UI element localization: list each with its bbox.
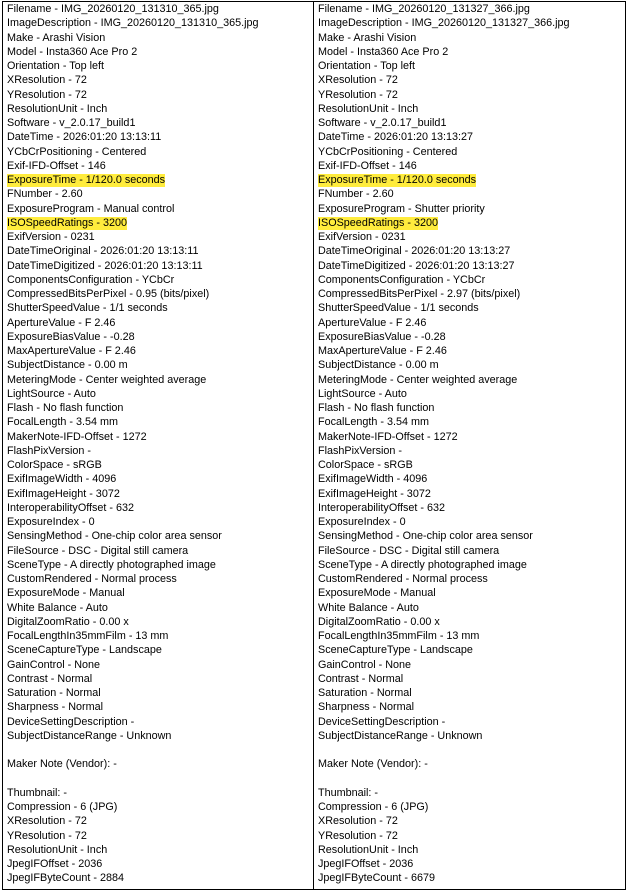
metadata-line [7, 544, 313, 558]
metadata-line [318, 415, 625, 429]
metadata-line [318, 59, 625, 73]
metadata-line-text: FlashPixVersion - [7, 444, 92, 457]
metadata-line [318, 130, 625, 144]
metadata-line-text: MeteringMode - Center weighted average [318, 373, 518, 386]
metadata-line [7, 202, 313, 216]
metadata-line-text: ShutterSpeedValue - 1/1 seconds [7, 302, 168, 315]
metadata-line-text: DateTimeOriginal - 2026:01:20 13:13:27 [318, 245, 511, 258]
metadata-line-text: FocalLengthIn35mmFilm - 13 mm [318, 630, 480, 642]
metadata-line [7, 387, 313, 401]
metadata-line [318, 843, 625, 857]
metadata-line [318, 373, 625, 387]
metadata-line-text: DateTimeDigitized - 2026:01:20 13:13:11 [7, 259, 203, 272]
metadata-line-text: ExposureMode - Manual [7, 587, 125, 600]
metadata-line-text: Thumbnail: - [318, 786, 379, 799]
metadata-line [318, 401, 625, 415]
metadata-line [7, 230, 313, 244]
metadata-line-text: CustomRendered - Normal process [7, 573, 177, 585]
metadata-line [318, 743, 625, 757]
metadata-line-text: DeviceSettingDescription - [318, 715, 446, 728]
metadata-line [318, 73, 625, 87]
metadata-line [318, 615, 625, 629]
highlighted-metadata-line [7, 216, 313, 230]
metadata-line [7, 145, 313, 159]
metadata-line [7, 2, 313, 16]
metadata-line [7, 301, 313, 315]
metadata-line-text: Maker Note (Vendor): - [7, 758, 117, 771]
metadata-line [318, 871, 625, 885]
metadata-line [7, 159, 313, 173]
metadata-line [7, 430, 313, 444]
metadata-line [7, 786, 313, 800]
metadata-line [7, 857, 313, 871]
metadata-line [318, 287, 625, 301]
metadata-line-text: Maker Note (Vendor): - [318, 758, 428, 771]
metadata-line [318, 301, 625, 315]
metadata-line-text: ExposureProgram - Manual control [7, 202, 175, 215]
metadata-line-text: SubjectDistanceRange - Unknown [7, 729, 172, 742]
metadata-line-text: GainControl - None [318, 658, 412, 671]
metadata-line-text: FlashPixVersion - [318, 444, 403, 457]
metadata-line-text: YResolution - 72 [318, 88, 398, 101]
metadata-line [318, 800, 625, 814]
metadata-line-text: Model - Insta360 Ace Pro 2 [318, 45, 449, 58]
metadata-line [318, 629, 625, 643]
metadata-line-text: SceneCaptureType - Landscape [318, 644, 473, 657]
metadata-line-text: DateTime - 2026:01:20 13:13:11 [7, 131, 162, 144]
metadata-line [7, 529, 313, 543]
metadata-line-text: Thumbnail: - [7, 786, 68, 799]
metadata-line-text: SubjectDistance - 0.00 m [7, 359, 128, 372]
metadata-line-text: Orientation - Top left [318, 60, 416, 72]
metadata-line-text: ExifVersion - 0231 [318, 231, 406, 243]
metadata-line-text: ExifImageHeight - 3072 [318, 487, 431, 500]
metadata-line [7, 729, 313, 743]
metadata-line-text: ExposureMode - Manual [318, 587, 436, 600]
metadata-line [7, 643, 313, 657]
metadata-line-text: MakerNote-IFD-Offset - 1272 [318, 430, 458, 443]
highlighted-metadata-line [318, 173, 625, 187]
metadata-line [7, 515, 313, 529]
metadata-line-text: ExifImageHeight - 3072 [7, 487, 120, 500]
metadata-line [7, 358, 313, 372]
metadata-line-text: FNumber - 2.60 [7, 188, 83, 201]
metadata-line [318, 102, 625, 116]
metadata-line [7, 444, 313, 458]
metadata-line [318, 430, 625, 444]
metadata-line [318, 88, 625, 102]
metadata-line [318, 501, 625, 515]
metadata-line [7, 629, 313, 643]
metadata-line-text: ImageDescription - IMG_20260120_131310_365.jpg [7, 17, 259, 30]
metadata-line-text: Compression - 6 (JPG) [318, 801, 429, 813]
metadata-line [7, 814, 313, 828]
exif-comparison-table [2, 1, 626, 890]
metadata-line-text: MaxApertureValue - F 2.46 [7, 345, 136, 357]
metadata-line [318, 586, 625, 600]
metadata-line [7, 501, 313, 515]
metadata-line-text: SceneCaptureType - Landscape [7, 644, 162, 657]
metadata-line-text: ExifVersion - 0231 [7, 231, 95, 243]
metadata-line [7, 187, 313, 201]
metadata-line [318, 16, 625, 30]
metadata-line [318, 259, 625, 273]
metadata-line-text: CompressedBitsPerPixel - 2.97 (bits/pixel) [318, 288, 521, 300]
metadata-line-text: YResolution - 72 [318, 829, 398, 842]
metadata-line-text: Model - Insta360 Ace Pro 2 [7, 45, 138, 58]
metadata-line [7, 259, 313, 273]
metadata-line [318, 273, 625, 287]
metadata-line-text: ColorSpace - sRGB [318, 459, 413, 471]
metadata-line [7, 88, 313, 102]
metadata-line-text: Sharpness - Normal [7, 701, 104, 714]
metadata-line-text: Flash - No flash function [7, 402, 124, 414]
metadata-line [7, 287, 313, 301]
metadata-line [7, 458, 313, 472]
metadata-line [7, 273, 313, 287]
metadata-line [7, 116, 313, 130]
metadata-line-text: Contrast - Normal [318, 672, 404, 685]
metadata-line-text: ApertureValue - F 2.46 [318, 316, 427, 329]
metadata-line [7, 772, 313, 786]
metadata-line [7, 686, 313, 700]
metadata-line-text: ImageDescription - IMG_20260120_131327_366.jpg [318, 17, 570, 30]
metadata-line [7, 73, 313, 87]
metadata-line-text: Exif-IFD-Offset - 146 [318, 159, 417, 172]
metadata-line-text: ApertureValue - F 2.46 [7, 316, 116, 329]
metadata-line-text: ComponentsConfiguration - YCbCr [318, 273, 486, 286]
metadata-line [318, 472, 625, 486]
metadata-line-text: Flash - No flash function [318, 402, 435, 414]
metadata-line [7, 601, 313, 615]
metadata-line-text: Make - Arashi Vision [7, 31, 106, 44]
metadata-line-text: DigitalZoomRatio - 0.00 x [7, 615, 129, 628]
metadata-line [7, 244, 313, 258]
metadata-line [318, 572, 625, 586]
metadata-line-text: ISOSpeedRatings - 3200 [318, 216, 439, 229]
metadata-line-text: ExposureIndex - 0 [7, 516, 95, 528]
metadata-line-text: ExposureProgram - Shutter priority [318, 202, 485, 215]
metadata-line [318, 2, 625, 16]
metadata-line-text: LightSource - Auto [7, 387, 96, 400]
metadata-line-text: Software - v_2.0.17_build1 [318, 117, 447, 129]
metadata-line [7, 102, 313, 116]
metadata-line [318, 458, 625, 472]
metadata-line [318, 772, 625, 786]
metadata-line-text: YCbCrPositioning - Centered [7, 145, 147, 158]
metadata-line [318, 857, 625, 871]
metadata-line-text: SceneType - A directly photographed image [7, 558, 216, 571]
metadata-line [318, 786, 625, 800]
metadata-line [318, 31, 625, 45]
metadata-line-text: ResolutionUnit - Inch [7, 102, 108, 115]
metadata-line [7, 130, 313, 144]
metadata-line-text: Filename - IMG_20260120_131310_365.jpg [7, 3, 219, 15]
metadata-line-text: ResolutionUnit - Inch [318, 102, 419, 115]
metadata-line [7, 700, 313, 714]
metadata-line-text: ExposureTime - 1/120.0 seconds [318, 174, 477, 186]
metadata-line-text: Software - v_2.0.17_build1 [7, 117, 136, 129]
metadata-line [7, 316, 313, 330]
metadata-line-text: ExifImageWidth - 4096 [7, 473, 117, 486]
metadata-line [318, 529, 625, 543]
metadata-line-text: ExposureBiasValue - -0.28 [7, 330, 135, 343]
metadata-line-text: XResolution - 72 [318, 815, 398, 828]
right-image-metadata-column [314, 2, 625, 889]
metadata-line [318, 658, 625, 672]
metadata-line-text: DigitalZoomRatio - 0.00 x [318, 615, 440, 628]
metadata-line [7, 558, 313, 572]
metadata-line [7, 487, 313, 501]
metadata-line-text: White Balance - Auto [7, 601, 108, 614]
metadata-line [318, 344, 625, 358]
metadata-line [7, 330, 313, 344]
metadata-line [318, 116, 625, 130]
metadata-line [7, 45, 313, 59]
metadata-line-text: ShutterSpeedValue - 1/1 seconds [318, 302, 479, 315]
metadata-line [318, 387, 625, 401]
metadata-line-text: ColorSpace - sRGB [7, 459, 102, 471]
metadata-line [7, 757, 313, 771]
metadata-line [7, 472, 313, 486]
metadata-line [7, 344, 313, 358]
metadata-line [7, 31, 313, 45]
metadata-line [7, 829, 313, 843]
metadata-line-text: SubjectDistanceRange - Unknown [318, 729, 483, 742]
metadata-line [318, 202, 625, 216]
metadata-line-text: ISOSpeedRatings - 3200 [7, 216, 128, 229]
metadata-line [7, 843, 313, 857]
metadata-line-text: SensingMethod - One-chip color area sensor [318, 530, 533, 543]
metadata-line [7, 401, 313, 415]
metadata-line [318, 601, 625, 615]
metadata-line [318, 643, 625, 657]
metadata-line-text: Saturation - Normal [318, 687, 412, 699]
metadata-line [318, 45, 625, 59]
metadata-line-text: YResolution - 72 [7, 829, 87, 842]
metadata-line-text: SubjectDistance - 0.00 m [318, 359, 439, 372]
metadata-line-text: DateTimeOriginal - 2026:01:20 13:13:11 [7, 245, 199, 258]
metadata-line-text: FocalLength - 3.54 mm [318, 416, 430, 429]
metadata-line [318, 316, 625, 330]
metadata-line-text: CompressedBitsPerPixel - 0.95 (bits/pixel) [7, 288, 210, 300]
highlighted-metadata-line [318, 216, 625, 230]
metadata-line-text: ExposureTime - 1/120.0 seconds [7, 174, 166, 186]
metadata-line-text: ExposureBiasValue - -0.28 [318, 330, 446, 343]
metadata-line-text: Exif-IFD-Offset - 146 [7, 159, 106, 172]
metadata-line-text: InteroperabilityOffset - 632 [7, 501, 135, 514]
metadata-line-text: Filename - IMG_20260120_131327_366.jpg [318, 3, 530, 15]
metadata-line-text: XResolution - 72 [7, 815, 87, 828]
metadata-line-text: FNumber - 2.60 [318, 188, 394, 201]
metadata-line [318, 187, 625, 201]
metadata-line-text: JpegIFOffset - 2036 [318, 858, 414, 870]
metadata-line-text: DateTimeDigitized - 2026:01:20 13:13:27 [318, 259, 515, 272]
metadata-line-text: CustomRendered - Normal process [318, 573, 488, 585]
metadata-line-text: YResolution - 72 [7, 88, 87, 101]
metadata-line-text: JpegIFOffset - 2036 [7, 858, 103, 870]
metadata-line [318, 558, 625, 572]
metadata-line-text: White Balance - Auto [318, 601, 419, 614]
metadata-line-text: Contrast - Normal [7, 672, 93, 685]
metadata-line [7, 572, 313, 586]
metadata-line [318, 444, 625, 458]
metadata-line-text: FocalLength - 3.54 mm [7, 416, 119, 429]
metadata-line [7, 743, 313, 757]
metadata-line-text: LightSource - Auto [318, 387, 407, 400]
metadata-line-text: DeviceSettingDescription - [7, 715, 135, 728]
metadata-line [7, 59, 313, 73]
metadata-line-text: MaxApertureValue - F 2.46 [318, 345, 447, 357]
left-image-metadata-column [3, 2, 314, 889]
metadata-line [7, 16, 313, 30]
metadata-line-text: DateTime - 2026:01:20 13:13:27 [318, 131, 474, 144]
metadata-line [318, 814, 625, 828]
metadata-line [318, 544, 625, 558]
metadata-line-text: FocalLengthIn35mmFilm - 13 mm [7, 630, 169, 642]
metadata-line [7, 415, 313, 429]
metadata-line [318, 230, 625, 244]
metadata-line [7, 672, 313, 686]
metadata-line-text: JpegIFByteCount - 6679 [318, 872, 436, 885]
metadata-line-text: FileSource - DSC - Digital still camera [7, 544, 189, 557]
metadata-line-text: MeteringMode - Center weighted average [7, 373, 207, 386]
metadata-line-text: Saturation - Normal [7, 687, 101, 699]
metadata-line [318, 686, 625, 700]
metadata-line [7, 615, 313, 629]
metadata-line-text: MakerNote-IFD-Offset - 1272 [7, 430, 147, 443]
metadata-line-text: SceneType - A directly photographed image [318, 558, 527, 571]
metadata-line-text: GainControl - None [7, 658, 101, 671]
metadata-line-text: ExposureIndex - 0 [318, 516, 406, 528]
metadata-line [7, 586, 313, 600]
metadata-line [318, 244, 625, 258]
metadata-line-text: XResolution - 72 [7, 74, 87, 87]
metadata-line [7, 871, 313, 885]
metadata-line [7, 715, 313, 729]
metadata-line [318, 515, 625, 529]
metadata-line [318, 145, 625, 159]
metadata-line-text: XResolution - 72 [318, 74, 398, 87]
metadata-line [318, 700, 625, 714]
metadata-line-text: Make - Arashi Vision [318, 31, 417, 44]
metadata-line [318, 729, 625, 743]
metadata-line-text: ComponentsConfiguration - YCbCr [7, 273, 175, 286]
metadata-line-text: InteroperabilityOffset - 632 [318, 501, 446, 514]
metadata-line [318, 358, 625, 372]
metadata-line-text: FileSource - DSC - Digital still camera [318, 544, 500, 557]
metadata-line-text: ExifImageWidth - 4096 [318, 473, 428, 486]
metadata-line [7, 373, 313, 387]
metadata-line-text: YCbCrPositioning - Centered [318, 145, 458, 158]
metadata-line-text: Orientation - Top left [7, 60, 105, 72]
highlighted-metadata-line [7, 173, 313, 187]
metadata-line [318, 330, 625, 344]
metadata-line-text: Sharpness - Normal [318, 701, 415, 714]
metadata-line [318, 757, 625, 771]
metadata-line [318, 487, 625, 501]
metadata-line [318, 829, 625, 843]
metadata-line [7, 658, 313, 672]
metadata-line [318, 672, 625, 686]
metadata-line-text: JpegIFByteCount - 2884 [7, 872, 125, 885]
metadata-line-text: SensingMethod - One-chip color area sensor [7, 530, 222, 543]
metadata-line [318, 159, 625, 173]
metadata-line-text: ResolutionUnit - Inch [7, 843, 108, 856]
metadata-line-text: ResolutionUnit - Inch [318, 843, 419, 856]
metadata-line-text: Compression - 6 (JPG) [7, 801, 118, 813]
metadata-line [7, 800, 313, 814]
metadata-line [318, 715, 625, 729]
